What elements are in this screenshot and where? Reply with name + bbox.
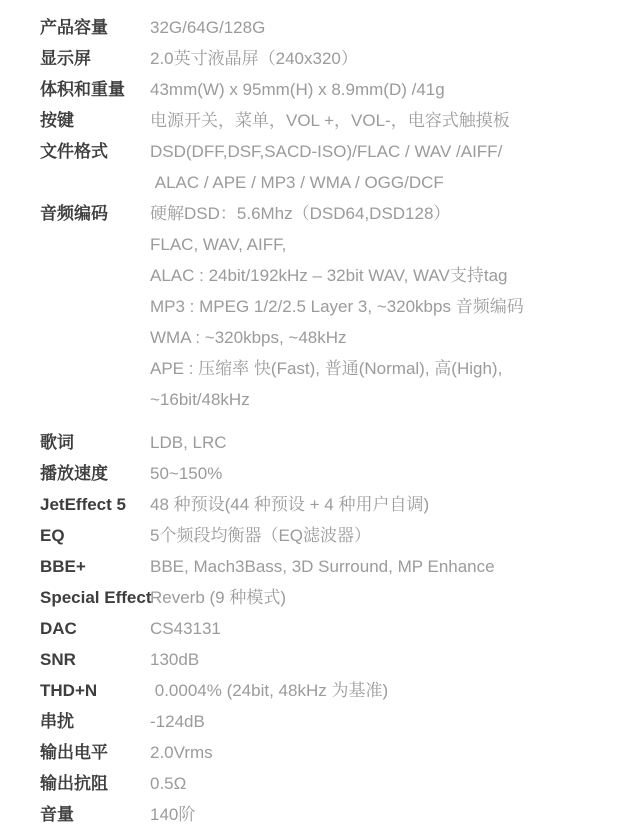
- spec-row-playback-speed: [40, 458, 624, 489]
- spec-row-volume: [40, 799, 624, 830]
- spec-value-line: WMA : ~320kbps, ~48kHz: [150, 328, 347, 347]
- spec-value-line: 0.5Ω: [150, 774, 187, 793]
- spec-row-values: [150, 582, 624, 613]
- spec-row-bbe: [40, 551, 624, 582]
- spec-row-snr: [40, 644, 624, 675]
- spec-row-values: [150, 675, 624, 706]
- spec-row-capacity: [40, 12, 624, 43]
- spec-value-line: MP3 : MPEG 1/2/2.5 Layer 3, ~320kbps 音频编码: [150, 297, 524, 316]
- spec-row-output-level: [40, 737, 624, 768]
- spec-row-audio-codecs: [40, 198, 624, 415]
- spec-row-label: 音频编码: [40, 204, 108, 223]
- spec-row-label: 串扰: [40, 712, 74, 731]
- spec-row-label: 输出电平: [40, 743, 108, 762]
- spec-row-values: [150, 105, 624, 136]
- spec-row-jeteffect: [40, 489, 624, 520]
- spec-row-label: DAC: [40, 619, 77, 638]
- spec-row-values: [150, 613, 624, 644]
- spec-value-line: LDB, LRC: [150, 433, 227, 452]
- spec-value-line: 43mm(W) x 95mm(H) x 8.9mm(D) /41g: [150, 80, 445, 99]
- spec-row-label: 按键: [40, 111, 74, 130]
- spec-row-label: 显示屏: [40, 49, 91, 68]
- spec-row-values: [150, 551, 624, 582]
- spec-row-label: 体积和重量: [40, 80, 125, 99]
- spec-row-label: 文件格式: [40, 142, 108, 161]
- spec-value-line: 130dB: [150, 650, 200, 669]
- spec-value-line: CS43131: [150, 619, 221, 638]
- spec-row-buttons: [40, 105, 624, 136]
- spec-value-line: ~16bit/48kHz: [150, 390, 250, 409]
- spec-row-lyrics: [40, 427, 624, 458]
- spec-value-line: APE : 压缩率 快(Fast), 普通(Normal), 高(High),: [150, 359, 503, 378]
- spec-row-label: 产品容量: [40, 18, 108, 37]
- spec-value-line: 2.0Vrms: [150, 743, 213, 762]
- spec-value-line: ALAC / APE / MP3 / WMA / OGG/DCF: [150, 173, 444, 192]
- spec-value-line: 2.0英寸液晶屏（240x320）: [150, 49, 358, 68]
- spec-row-values: [150, 644, 624, 675]
- spec-row-special-effect: [40, 582, 624, 613]
- spec-row-label: THD+N: [40, 681, 98, 700]
- spec-value-line: BBE, Mach3Bass, 3D Surround, MP Enhance: [150, 557, 495, 576]
- spec-row-values: [150, 198, 624, 415]
- spec-value-line: DSD(DFF,DSF,SACD-ISO)/FLAC / WAV /AIFF/: [150, 142, 503, 161]
- spec-row-label: EQ: [40, 526, 65, 545]
- spec-value-line: ALAC : 24bit/192kHz – 32bit WAV, WAV支持tag: [150, 266, 508, 285]
- spec-value-line: 32G/64G/128G: [150, 18, 266, 37]
- spec-value-line: 50~150%: [150, 464, 223, 483]
- spec-value-line: 48 种预设(44 种预设 + 4 种用户自调): [150, 495, 430, 514]
- spec-row-label: JetEffect 5: [40, 495, 126, 514]
- spec-row-values: [150, 74, 624, 105]
- spec-value-line: 5个频段均衡器（EQ滤波器）: [150, 526, 372, 545]
- spec-row-dimensions-weight: [40, 74, 624, 105]
- spec-value-line: 140阶: [150, 805, 196, 824]
- spec-value-line: 电源开关，菜单，VOL +，VOL-，电容式触摸板: [150, 111, 510, 130]
- spec-row-values: [150, 136, 624, 198]
- spec-value-line: Reverb (9 种模式): [150, 588, 287, 607]
- spec-row-label: 输出抗阻: [40, 774, 108, 793]
- spec-row-label: BBE+: [40, 557, 86, 576]
- spec-value-line: -124dB: [150, 712, 205, 731]
- spec-row-display: [40, 43, 624, 74]
- spec-row-label: 音量: [40, 805, 74, 824]
- spec-row-eq: [40, 520, 624, 551]
- spec-row-crosstalk: [40, 706, 624, 737]
- spec-value-line: 硬解DSD：5.6Mhz（DSD64,DSD128）: [150, 204, 451, 223]
- spec-row-label: 歌词: [40, 433, 74, 452]
- spec-row-label: SNR: [40, 650, 76, 669]
- spec-row-values: [150, 520, 624, 551]
- spec-value-line: FLAC, WAV, AIFF,: [150, 235, 287, 254]
- spec-row-values: [150, 427, 624, 458]
- spec-row-values: [150, 799, 624, 830]
- spec-row-dac: [40, 613, 624, 644]
- spec-row-values: [150, 737, 624, 768]
- spec-row-values: [150, 489, 624, 520]
- spec-row-values: [150, 43, 624, 74]
- spec-row-label: 播放速度: [40, 464, 108, 483]
- spec-row-values: [150, 706, 624, 737]
- spec-row-output-impedance: [40, 768, 624, 799]
- spec-row-values: [150, 458, 624, 489]
- spec-row-file-formats: [40, 136, 624, 198]
- spec-row-values: [150, 768, 624, 799]
- spec-row-label: Special Effect: [40, 588, 152, 607]
- spec-row-thd-n: [40, 675, 624, 706]
- spec-value-line: 0.0004% (24bit, 48kHz 为基准): [150, 681, 389, 700]
- spec-row-values: [150, 12, 624, 43]
